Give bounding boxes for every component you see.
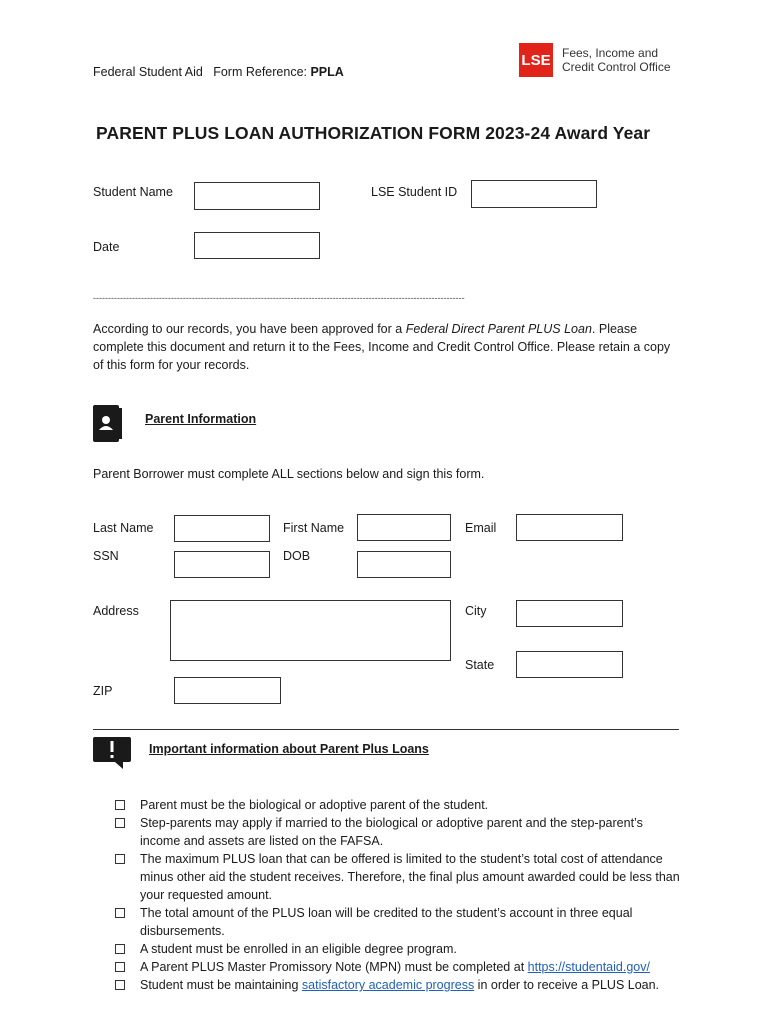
checkbox-icon	[115, 854, 125, 864]
section-divider	[93, 729, 679, 730]
email-field[interactable]	[516, 514, 623, 541]
date-field[interactable]	[194, 232, 320, 259]
student-name-field[interactable]	[194, 182, 320, 210]
city-label: City	[465, 604, 487, 618]
lse-logo	[519, 43, 553, 77]
list-item: Student must be maintaining satisfactory academic progress in order to receive a PLUS Loan.	[115, 976, 680, 994]
page-title: PARENT PLUS LOAN AUTHORIZATION FORM 2023-24 Award Year	[96, 123, 651, 143]
last-name-label: Last Name	[93, 521, 154, 535]
date-label: Date	[93, 240, 120, 254]
list-item: A Parent PLUS Master Promissory Note (MPN) must be completed at https://studentaid.gov/	[115, 958, 680, 976]
intro-loan-name: Federal Direct Parent PLUS Loan	[405, 322, 592, 336]
checkbox-icon	[115, 800, 125, 810]
sap-link[interactable]: satisfactory academic progress	[301, 978, 475, 992]
list-item: A student must be enrolled in an eligible degree program.	[115, 940, 680, 958]
important-heading: Important information about Parent Plus Loans	[149, 742, 429, 756]
checkbox-icon	[115, 908, 125, 918]
checkbox-icon	[115, 962, 125, 972]
dob-label: DOB	[283, 549, 311, 563]
office-line-2: Credit Control Office	[562, 60, 671, 74]
list-item: The maximum PLUS loan that can be offered is limited to the student’s total cost of attendance minus other aid the student receives. Therefore, the final plus amount awarded could be less than your requested amount.	[115, 850, 680, 904]
lse-logo-text: LSE	[521, 51, 551, 69]
student-id-label: LSE Student ID	[371, 185, 458, 199]
zip-field[interactable]	[174, 677, 281, 704]
form-header	[93, 65, 344, 79]
last-name-field[interactable]	[174, 515, 270, 542]
checkbox-icon	[115, 944, 125, 954]
parent-instruction: Parent Borrower must complete ALL sections below and sign this form.	[93, 467, 485, 481]
email-label: Email	[465, 521, 497, 535]
office-line-1: Fees, Income and	[562, 46, 659, 60]
form-reference: PPLA	[310, 65, 344, 79]
first-name-label: First Name	[283, 521, 345, 535]
state-label: State	[465, 658, 495, 672]
list-item: Step-parents may apply if married to the biological or adoptive parent and the step-parent’s income and assets are listed on the FAFSA.	[115, 814, 680, 850]
city-field[interactable]	[516, 600, 623, 627]
student-name-label: Student Name	[93, 185, 173, 199]
intro-text-1: According to our records, you have been approved for a	[93, 322, 406, 336]
student-id-field[interactable]	[471, 180, 597, 208]
office-name	[562, 46, 671, 74]
zip-label: ZIP	[93, 684, 113, 698]
ssn-field[interactable]	[174, 551, 270, 578]
dob-field[interactable]	[357, 551, 451, 578]
intro-paragraph	[93, 320, 683, 374]
contact-book-icon	[93, 405, 123, 442]
address-label: Address	[93, 604, 139, 618]
list-item: The total amount of the PLUS loan will be credited to the student’s account in three equal disbursements.	[115, 904, 680, 940]
ssn-label: SSN	[93, 549, 119, 563]
list-item: Parent must be the biological or adoptive parent of the student.	[115, 796, 680, 814]
checkbox-icon	[115, 818, 125, 828]
important-list	[115, 796, 680, 994]
state-field[interactable]	[516, 651, 623, 678]
studentaid-link[interactable]: https://studentaid.gov/	[527, 960, 650, 974]
address-field[interactable]	[170, 600, 451, 661]
checkbox-icon	[115, 980, 125, 990]
first-name-field[interactable]	[357, 514, 451, 541]
parent-info-heading: Parent Information	[145, 412, 257, 426]
intro-text-2: . Please complete this document and return it to the Fees, Income and Credit Control Office. Please retain a copy of this form for your records.	[93, 322, 671, 372]
alert-speech-icon	[93, 737, 131, 770]
dashed-divider: ----------------------------------------------------------------------------------------------------------------------------	[93, 293, 465, 303]
header-text: Federal Student Aid Form Reference:	[93, 65, 311, 79]
